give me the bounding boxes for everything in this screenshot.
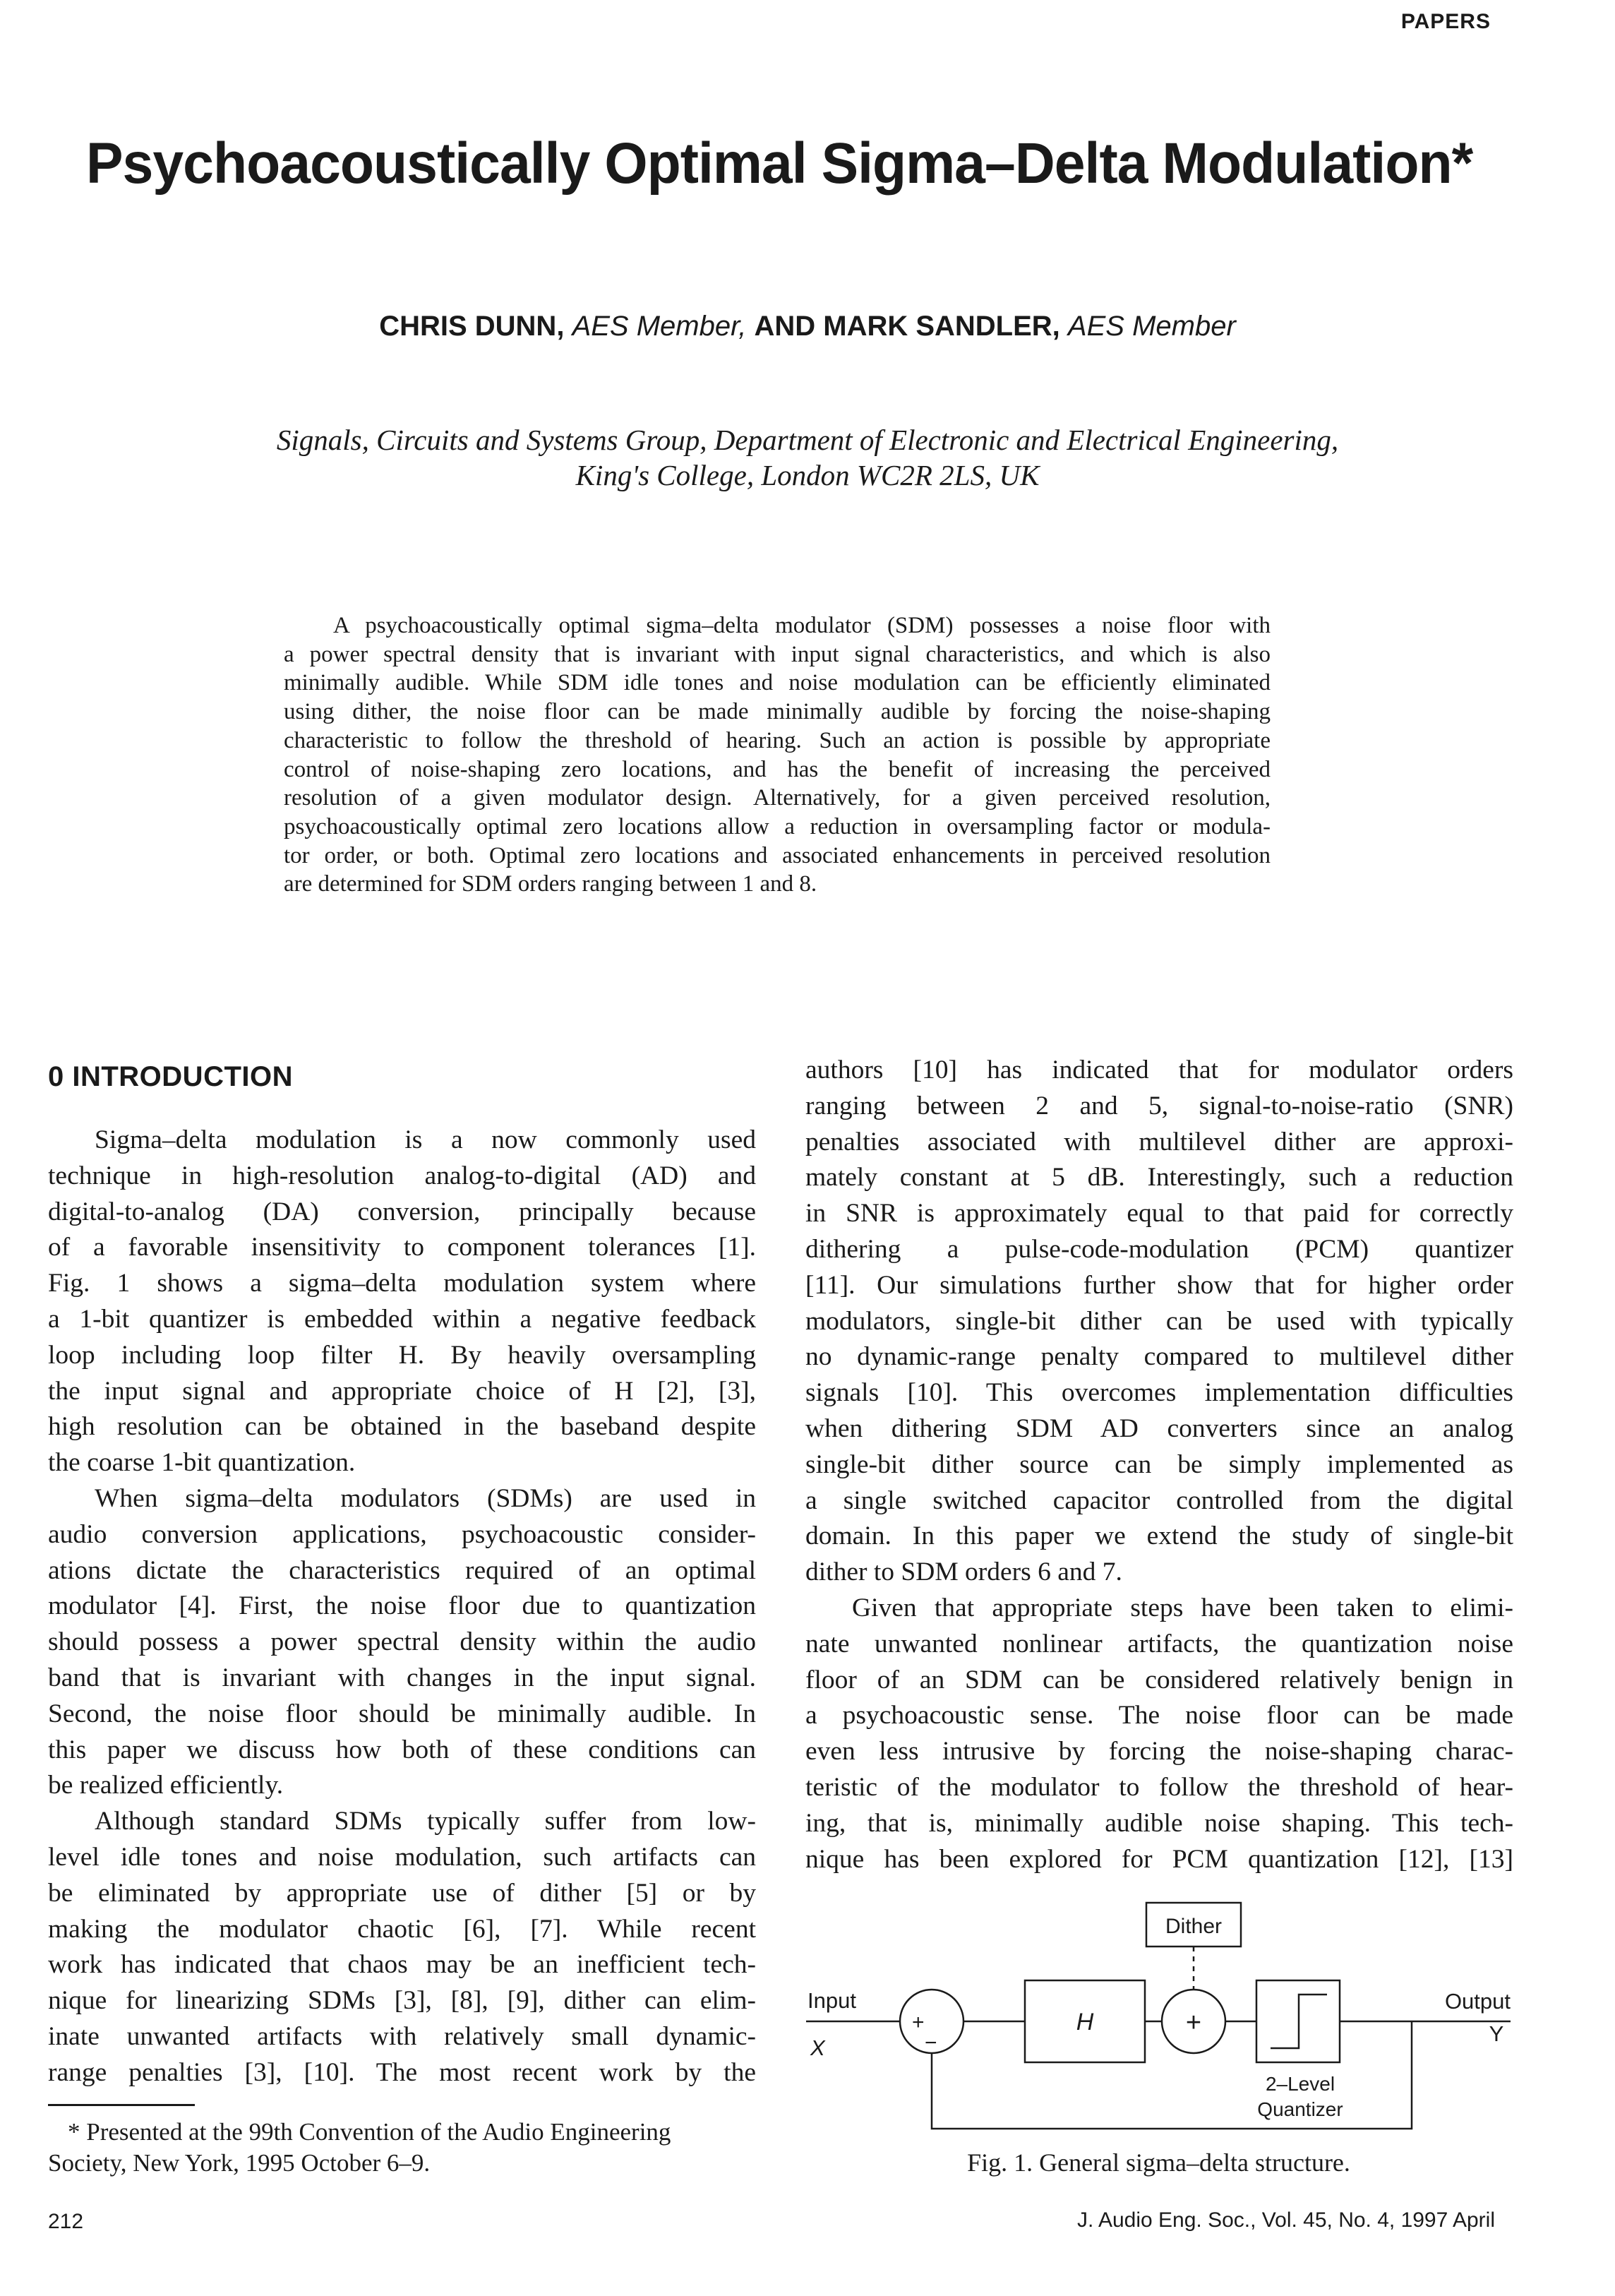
body-line: band that is invariant with changes in the input signal. — [48, 1663, 756, 1692]
body-line: nate unwanted nonlinear artifacts, the quantization noise — [805, 1629, 1513, 1658]
journal-reference: J. Audio Eng. Soc., Vol. 45, No. 4, 1997 April — [1076, 2208, 1495, 2232]
body-line: ations dictate the characteristics required of an optimal — [48, 1555, 756, 1585]
body-line: a single switched capacitor controlled from the digital — [805, 1485, 1513, 1515]
body-line: inate unwanted artifacts with relatively small dynamic- — [48, 2021, 756, 2051]
body-line: the input signal and appropriate choice of H [2], [3], — [48, 1376, 756, 1406]
body-line: audio conversion applications, psychoacoustic consider- — [48, 1519, 756, 1549]
body-line: floor of an SDM can be considered relatively benign in — [805, 1665, 1513, 1694]
body-line: technique in high-resolution analog-to-digital (AD) and — [48, 1161, 756, 1190]
body-line: Second, the noise floor should be minimally audible. In — [48, 1699, 756, 1728]
loop-filter-label: H — [1076, 2009, 1094, 2035]
footnote-line: Society, New York, 1995 October 6–9. — [48, 2149, 431, 2177]
author-line — [0, 311, 1615, 342]
body-line: high resolution can be obtained in the baseband despite — [48, 1412, 756, 1442]
abstract-line: a power spectral density that is invariant with input signal characteristics, and which is also — [284, 641, 1271, 667]
body-line: [11]. Our simulations further show that for higher order — [805, 1270, 1513, 1300]
abstract-line: resolution of a given modulator design. Alternatively, for a given perceived resolution, — [284, 785, 1271, 811]
abstract-line: characteristic to follow the threshold of hearing. Such an action is possible by appropriate — [284, 727, 1271, 753]
summing-1-minus: − — [925, 2031, 937, 2055]
dither-label: Dither — [1165, 1915, 1223, 1938]
body-line: in SNR is approximately equal to that paid for correctly — [805, 1199, 1513, 1228]
body-line: mately constant at 5 dB. Interestingly, such a reduction — [805, 1163, 1513, 1192]
body-line: making the modulator chaotic [6], [7]. While recent — [48, 1914, 756, 1944]
body-line: single-bit dither source can be simply implemented as — [805, 1449, 1513, 1479]
body-line: of a favorable insensitivity to component tolerances [1]. — [48, 1233, 756, 1262]
body-line: this paper we discuss how both of these conditions can — [48, 1735, 756, 1764]
author-conjunction: AND — [754, 311, 816, 342]
figure-caption: Fig. 1. General sigma–delta structure. — [967, 2148, 1350, 2177]
body-line: ranging between 2 and 5, signal-to-noise-ratio (SNR) — [805, 1091, 1513, 1120]
abstract-line: A psychoacoustically optimal sigma–delta modulator (SDM) possesses a noise floor with — [333, 613, 1271, 638]
abstract-line: control of noise-shaping zero locations, and has the benefit of increasing the perceived — [284, 756, 1271, 782]
body-line: ing, that is, minimally audible noise shaping. This tech- — [805, 1808, 1513, 1838]
author-2-role: AES Member — [1067, 311, 1236, 342]
section-heading: 0 INTRODUCTION — [48, 1061, 293, 1092]
body-line: modulator [4]. First, the noise floor due to quantization — [48, 1591, 756, 1621]
footnote — [48, 2117, 756, 2179]
body-column-left — [48, 1123, 756, 2091]
body-line: be eliminated by appropriate use of dither [5] or by — [48, 1878, 756, 1908]
affiliation-line: Signals, Circuits and Systems Group, Department of Electronic and Electrical Engineering, — [276, 424, 1339, 456]
body-line: Although standard SDMs typically suffer from low- — [95, 1807, 756, 1836]
footnote-line: * Presented at the 99th Convention of the Audio Engineering — [68, 2118, 671, 2146]
body-line: should possess a power spectral density within the audio — [48, 1627, 756, 1657]
summing-2-plus: + — [1185, 2008, 1202, 2038]
body-line: penalties associated with multilevel dither are approxi- — [805, 1127, 1513, 1156]
affiliation-line: King's College, London WC2R 2LS, UK — [575, 459, 1040, 491]
author-1-name: CHRIS DUNN, — [379, 311, 565, 342]
body-line: no dynamic-range penalty compared to multilevel dither — [805, 1342, 1513, 1372]
body-line: range penalties [3], [10]. The most recent work by the — [48, 2057, 756, 2087]
body-line: a psychoacoustic sense. The noise floor can be made — [805, 1701, 1513, 1730]
body-line: dithering a pulse-code-modulation (PCM) quantizer — [805, 1234, 1513, 1264]
body-line: dither to SDM orders 6 and 7. — [805, 1557, 1122, 1587]
input-variable: X — [810, 2035, 825, 2060]
body-line: nique for linearizing SDMs [3], [8], [9], dither can elim- — [48, 1986, 756, 2016]
body-line: signals [10]. This overcomes implementation difficulties — [805, 1378, 1513, 1408]
page-title: Psychoacoustically Optimal Sigma–Delta Modulation* — [86, 131, 1473, 196]
body-line: Sigma–delta modulation is a now commonly used — [95, 1125, 756, 1154]
section-label: PAPERS — [1400, 10, 1491, 33]
quantizer-step-icon — [1271, 1995, 1327, 2048]
output-variable: Y — [1489, 2021, 1504, 2046]
abstract-line: minimally audible. While SDM idle tones and noise modulation can be efficiently eliminated — [284, 670, 1271, 696]
body-line: When sigma–delta modulators (SDMs) are used in — [95, 1483, 756, 1513]
body-line: teristic of the modulator to follow the threshold of hear- — [805, 1772, 1513, 1802]
body-line: authors [10] has indicated that for modulator orders — [805, 1056, 1513, 1084]
quantizer-label-2: Quantizer — [1257, 2098, 1343, 2120]
summing-1-plus: + — [912, 2011, 925, 2034]
body-line: a 1-bit quantizer is embedded within a negative feedback — [48, 1304, 756, 1334]
body-line: Fig. 1 shows a sigma–delta modulation system where — [48, 1269, 756, 1298]
body-line: level idle tones and noise modulation, such artifacts can — [48, 1842, 756, 1872]
output-label: Output — [1444, 1989, 1511, 2014]
body-line: be realized efficiently. — [48, 1771, 284, 1800]
body-column-right — [805, 1053, 1513, 1877]
body-line: nique has been explored for PCM quantization [12], [13] — [805, 1844, 1513, 1874]
body-line: when dithering SDM AD converters since an analog — [805, 1413, 1513, 1443]
body-line: domain. In this paper we extend the study of single-bit — [805, 1521, 1513, 1551]
body-line: loop including loop filter H. By heavily oversampling — [48, 1340, 756, 1370]
body-line: digital-to-analog (DA) conversion, principally because — [48, 1197, 756, 1226]
input-label: Input — [808, 1988, 856, 2013]
body-line: Given that appropriate steps have been taken to elimi- — [852, 1593, 1513, 1622]
body-line: even less intrusive by forcing the noise-shaping charac- — [805, 1737, 1513, 1766]
page-number: 212 — [48, 2210, 84, 2233]
abstract-line: psychoacoustically optimal zero locations allow a reduction in oversampling factor or modula- — [284, 813, 1271, 839]
footnote-divider — [48, 2104, 195, 2106]
quantizer-label-1: 2–Level — [1265, 2073, 1335, 2095]
abstract-line: are determined for SDM orders ranging between 1 and 8. — [284, 871, 817, 897]
affiliation — [0, 422, 1615, 493]
body-line: the coarse 1-bit quantization. — [48, 1448, 356, 1478]
figure-sigma-delta-diagram — [805, 1882, 1513, 2150]
author-1-role: AES Member, — [572, 311, 747, 342]
abstract-line: using dither, the noise floor can be made minimally audible by forcing the noise-shaping — [284, 699, 1271, 725]
body-line: modulators, single-bit dither can be used with typically — [805, 1306, 1513, 1336]
abstract-line: tor order, or both. Optimal zero locations and associated enhancements in perceived resolution — [284, 842, 1271, 868]
abstract — [284, 611, 1271, 899]
body-line: work has indicated that chaos may be an inefficient tech- — [48, 1950, 756, 1980]
author-2-name: MARK SANDLER, — [823, 311, 1060, 342]
